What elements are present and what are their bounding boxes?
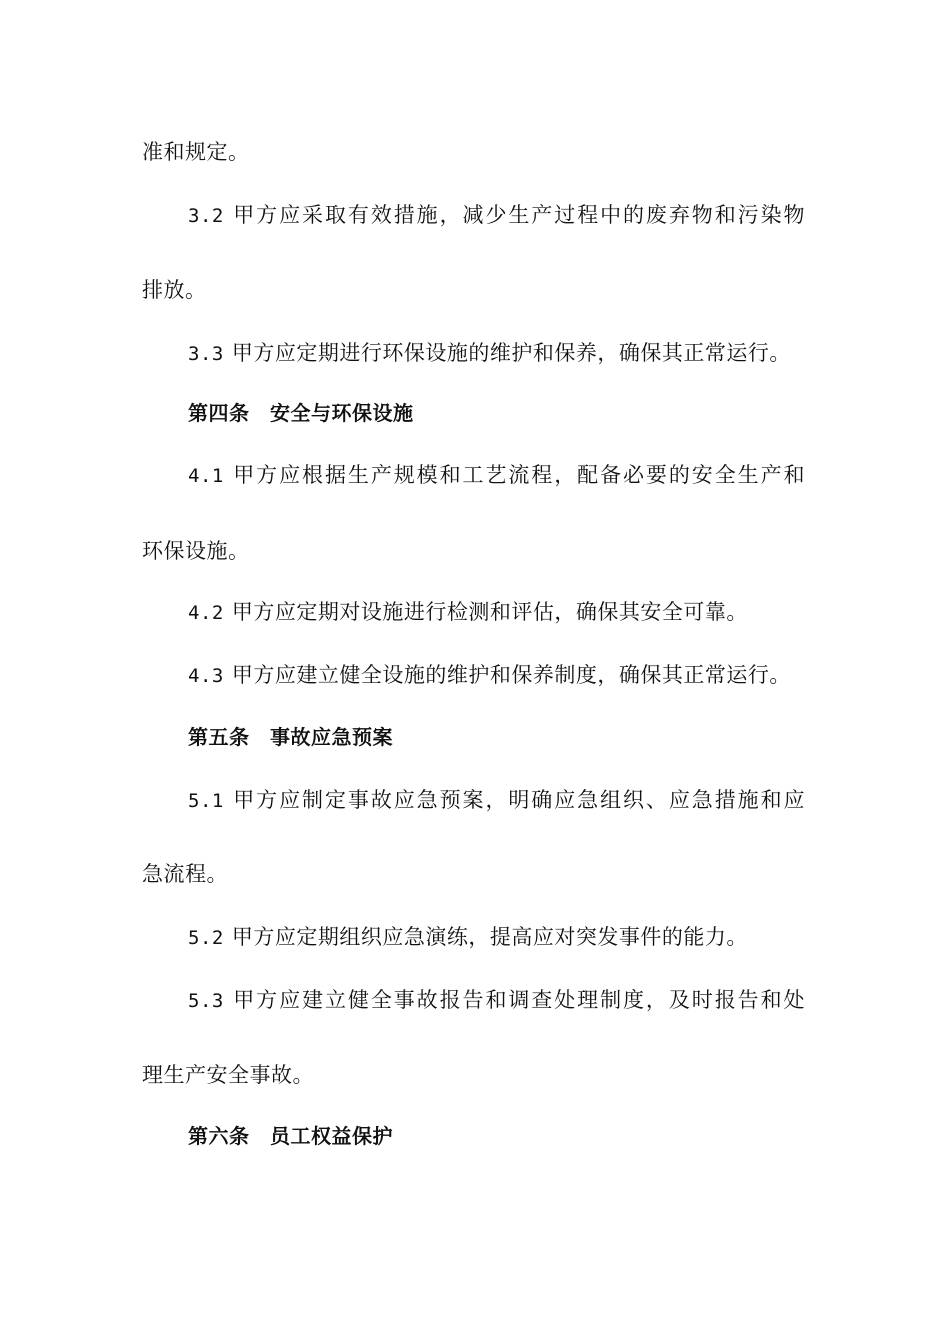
clause-text: 甲方应采取有效措施，减少生产过程中的废弃物和污染物 <box>231 203 805 227</box>
clause-4-3 <box>188 660 868 691</box>
paragraph-continuation <box>142 275 822 305</box>
clause-3-2 <box>188 200 805 231</box>
clause-number: 3.2 <box>188 205 224 227</box>
clause-text: 甲方应建立健全设施的维护和保养制度，确保其正常运行。 <box>231 663 791 687</box>
heading-text: 第五条 事故应急预案 <box>188 725 393 749</box>
clause-number: 3.3 <box>188 343 224 365</box>
article-6-heading <box>188 1121 868 1151</box>
clause-5-3 <box>188 985 805 1016</box>
clause-text: 甲方应制定事故应急预案，明确应急组织、应急措施和应 <box>231 788 805 812</box>
line-text: 环保设施。 <box>142 539 250 563</box>
heading-text: 第六条 员工权益保护 <box>188 1124 393 1148</box>
paragraph-continuation <box>142 536 822 566</box>
clause-number: 5.1 <box>188 790 224 812</box>
clause-text: 甲方应定期组织应急演练，提高应对突发事件的能力。 <box>231 925 748 949</box>
article-4-heading <box>188 398 868 428</box>
clause-number: 4.2 <box>188 602 224 624</box>
clause-4-1 <box>188 460 805 491</box>
clause-number: 4.1 <box>188 465 224 487</box>
article-5-heading <box>188 722 868 752</box>
clause-number: 5.2 <box>188 927 224 949</box>
clause-3-3 <box>188 338 868 369</box>
clause-4-2 <box>188 597 868 628</box>
clause-text: 甲方应定期对设施进行检测和评估，确保其安全可靠。 <box>231 600 748 624</box>
clause-text: 甲方应建立健全事故报告和调查处理制度，及时报告和处 <box>231 988 805 1012</box>
paragraph-continuation <box>142 859 822 889</box>
clause-number: 5.3 <box>188 990 224 1012</box>
clause-number: 4.3 <box>188 665 224 687</box>
line-text: 理生产安全事故。 <box>142 1063 314 1087</box>
clause-5-2 <box>188 922 868 953</box>
line-text: 急流程。 <box>142 862 228 886</box>
clause-text: 甲方应定期进行环保设施的维护和保养，确保其正常运行。 <box>231 341 791 365</box>
clause-text: 甲方应根据生产规模和工艺流程，配备必要的安全生产和 <box>231 463 805 487</box>
line-text: 排放。 <box>142 278 207 302</box>
paragraph-continuation <box>142 137 822 167</box>
clause-5-1 <box>188 785 805 816</box>
paragraph-continuation <box>142 1060 822 1090</box>
heading-text: 第四条 安全与环保设施 <box>188 401 414 425</box>
line-text: 准和规定。 <box>142 140 250 164</box>
